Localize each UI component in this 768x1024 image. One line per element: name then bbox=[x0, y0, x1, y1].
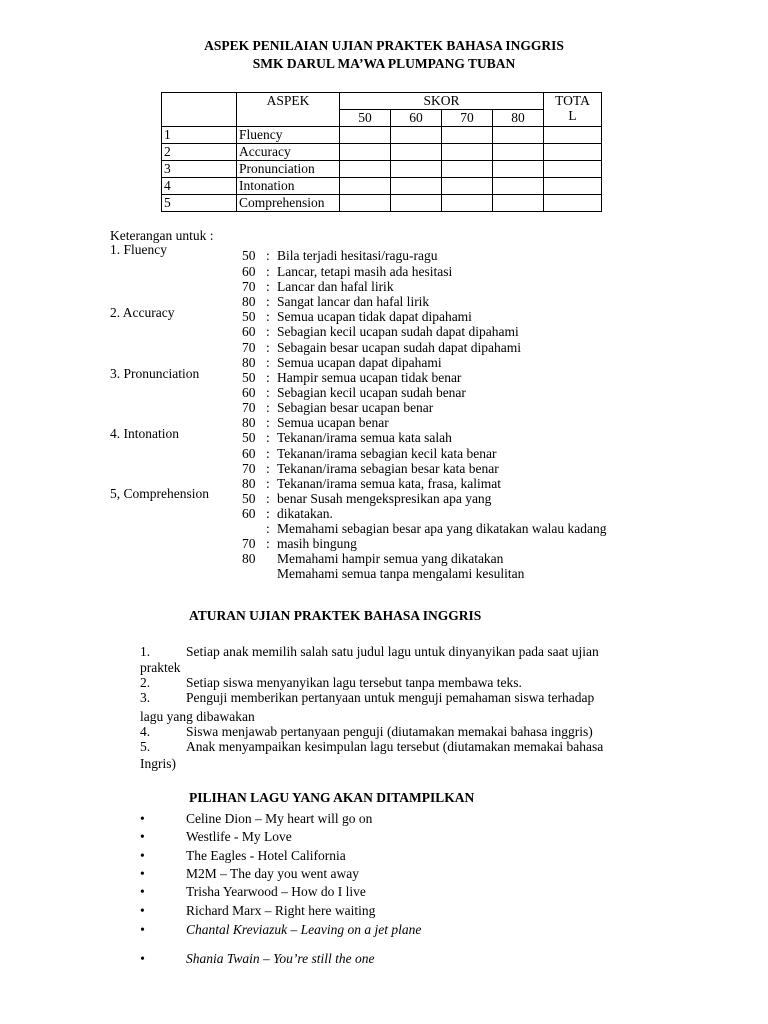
rule-continuation: Ingris) bbox=[140, 756, 176, 771]
header-no-cell bbox=[162, 93, 237, 127]
bullet-icon: • bbox=[140, 829, 145, 844]
rule-text: Setiap anak memilih salah satu judul lagu untuk dinyanyikan pada saat ujian bbox=[186, 644, 599, 659]
criteria-text: masih bingung bbox=[277, 536, 357, 551]
criteria-score: 50 bbox=[242, 309, 256, 324]
table-row bbox=[162, 127, 602, 144]
criteria-text: Lancar dan hafal lirik bbox=[277, 279, 394, 294]
criteria-text: Memahami semua tanpa mengalami kesulitan bbox=[277, 566, 525, 581]
bullet-icon: • bbox=[140, 951, 145, 966]
list-item: Shania Twain – You’re still the one bbox=[186, 951, 375, 966]
row-aspect: Fluency bbox=[237, 127, 340, 144]
list-item: M2M – The day you went away bbox=[186, 866, 359, 881]
header-aspek: ASPEK bbox=[237, 93, 340, 127]
criteria-text: Memahami sebagian besar apa yang dikatakan walau kadang bbox=[277, 521, 607, 536]
header-skor: SKOR bbox=[340, 93, 544, 110]
criteria-score: 50 bbox=[242, 248, 256, 263]
criteria-text: Sangat lancar dan hafal lirik bbox=[277, 294, 430, 309]
score-table bbox=[161, 92, 602, 212]
criteria-score: 50 bbox=[242, 430, 256, 445]
header-total-line2: L bbox=[568, 108, 577, 123]
criteria-colon: : bbox=[266, 521, 270, 536]
bullet-icon: • bbox=[140, 866, 145, 881]
criteria-text: Sebagain besar ucapan sudah dapat dipahami bbox=[277, 340, 522, 355]
criteria-text: Semua ucapan dapat dipahami bbox=[277, 355, 442, 370]
criteria-score: 60 bbox=[242, 264, 256, 279]
criteria-score: 70 bbox=[242, 279, 256, 294]
row-number: 3 bbox=[162, 161, 237, 178]
list-item: Trisha Yearwood – How do I live bbox=[186, 884, 366, 899]
rules-heading: ATURAN UJIAN PRAKTEK BAHASA INGGRIS bbox=[189, 608, 482, 623]
bullet-icon: • bbox=[140, 922, 145, 937]
criteria-colon: : bbox=[266, 324, 270, 339]
criteria-colon: : bbox=[266, 248, 270, 263]
songs-heading: PILIHAN LAGU YANG AKAN DITAMPILKAN bbox=[189, 790, 475, 805]
criteria-text: Sebagian besar ucapan benar bbox=[277, 400, 434, 415]
rule-text: Penguji memberikan pertanyaan untuk menguji pemahaman siswa terhadap bbox=[186, 690, 595, 705]
criteria-text: Tekanan/irama semua kata salah bbox=[277, 430, 452, 445]
criteria-colon: : bbox=[266, 476, 270, 491]
criteria-score: 80 bbox=[242, 415, 256, 430]
table-row bbox=[162, 161, 602, 178]
criteria-text: Semua ucapan benar bbox=[277, 415, 389, 430]
criteria-score: 80 bbox=[242, 294, 256, 309]
row-number: 4 bbox=[162, 178, 237, 195]
criteria-score: 50 bbox=[242, 370, 256, 385]
criteria-colon: : bbox=[266, 370, 270, 385]
criteria-text: Hampir semua ucapan tidak benar bbox=[277, 370, 462, 385]
rule-continuation: praktek bbox=[140, 660, 181, 675]
rule-number: 5. bbox=[140, 739, 151, 754]
category-fluency: 1. Fluency bbox=[110, 242, 167, 257]
row-number: 2 bbox=[162, 144, 237, 161]
criteria-score: 80 bbox=[242, 355, 256, 370]
rule-text: Setiap siswa menyanyikan lagu tersebut tanpa membawa teks. bbox=[186, 675, 522, 690]
header-total bbox=[544, 93, 602, 127]
bullet-icon: • bbox=[140, 903, 145, 918]
criteria-colon: : bbox=[266, 536, 270, 551]
row-aspect: Comprehension bbox=[237, 195, 340, 212]
row-aspect: Accuracy bbox=[237, 144, 340, 161]
criteria-score: 70 bbox=[242, 400, 256, 415]
table-header-row bbox=[162, 93, 602, 110]
list-item: Richard Marx – Right here waiting bbox=[186, 903, 376, 918]
category-comprehension: 5, Comprehension bbox=[110, 486, 209, 501]
table-row bbox=[162, 195, 602, 212]
score-col-60: 60 bbox=[391, 110, 442, 127]
table-row bbox=[162, 144, 602, 161]
criteria-score: 70 bbox=[242, 340, 256, 355]
header-total-line1: TOTA bbox=[555, 93, 590, 108]
category-intonation: 4. Intonation bbox=[110, 426, 179, 441]
criteria-score: 50 bbox=[242, 491, 256, 506]
category-pronunciation: 3. Pronunciation bbox=[110, 366, 200, 381]
criteria-colon: : bbox=[266, 506, 270, 521]
criteria-colon: : bbox=[266, 264, 270, 279]
score-col-50: 50 bbox=[340, 110, 391, 127]
rule-number: 4. bbox=[140, 724, 151, 739]
criteria-colon: : bbox=[266, 461, 270, 476]
bullet-icon: • bbox=[140, 848, 145, 863]
list-item: Westlife - My Love bbox=[186, 829, 292, 844]
table-row bbox=[162, 178, 602, 195]
criteria-text: Semua ucapan tidak dapat dipahami bbox=[277, 309, 472, 324]
list-item: Celine Dion – My heart will go on bbox=[186, 811, 373, 826]
score-col-70: 70 bbox=[442, 110, 493, 127]
criteria-score: 70 bbox=[242, 461, 256, 476]
criteria-score: 70 bbox=[242, 536, 256, 551]
list-item: Chantal Kreviazuk – Leaving on a jet plane bbox=[186, 922, 422, 937]
category-accuracy: 2. Accuracy bbox=[110, 305, 175, 320]
criteria-text: Sebagian kecil ucapan sudah dapat dipahami bbox=[277, 324, 519, 339]
criteria-colon: : bbox=[266, 309, 270, 324]
rule-text: Anak menyampaikan kesimpulan lagu tersebut (diutamakan memakai bahasa bbox=[186, 739, 604, 754]
keterangan-intro: Keterangan untuk : bbox=[110, 228, 214, 243]
criteria-text: Tekanan/irama semua kata, frasa, kalimat bbox=[277, 476, 501, 491]
criteria-score: 60 bbox=[242, 506, 256, 521]
rule-number: 1. bbox=[140, 644, 151, 659]
criteria-text: Bila terjadi hesitasi/ragu-ragu bbox=[277, 248, 438, 263]
rule-continuation: lagu yang dibawakan bbox=[140, 709, 255, 724]
criteria-text: Tekanan/irama sebagian kecil kata benar bbox=[277, 446, 497, 461]
rule-number: 2. bbox=[140, 675, 151, 690]
school-name: SMK DARUL MA’WA PLUMPANG TUBAN bbox=[252, 56, 516, 71]
criteria-colon: : bbox=[266, 385, 270, 400]
criteria-colon: : bbox=[266, 446, 270, 461]
criteria-colon: : bbox=[266, 355, 270, 370]
criteria-colon: : bbox=[266, 415, 270, 430]
criteria-colon: : bbox=[266, 400, 270, 415]
criteria-colon: : bbox=[266, 491, 270, 506]
criteria-text: Tekanan/irama sebagian besar kata benar bbox=[277, 461, 499, 476]
bullet-icon: • bbox=[140, 811, 145, 826]
score-col-80: 80 bbox=[493, 110, 544, 127]
row-number: 5 bbox=[162, 195, 237, 212]
criteria-text: benar Susah mengekspresikan apa yang bbox=[277, 491, 492, 506]
criteria-colon: : bbox=[266, 340, 270, 355]
row-number: 1 bbox=[162, 127, 237, 144]
criteria-colon: : bbox=[266, 430, 270, 445]
criteria-score: 60 bbox=[242, 324, 256, 339]
criteria-text: dikatakan. bbox=[277, 506, 333, 521]
criteria-score: 60 bbox=[242, 385, 256, 400]
document-title: ASPEK PENILAIAN UJIAN PRAKTEK BAHASA INGGRIS bbox=[204, 38, 564, 53]
criteria-text: Lancar, tetapi masih ada hesitasi bbox=[277, 264, 453, 279]
bullet-icon: • bbox=[140, 884, 145, 899]
criteria-colon: : bbox=[266, 294, 270, 309]
criteria-text: Memahami hampir semua yang dikatakan bbox=[277, 551, 504, 566]
criteria-score: 80 bbox=[242, 476, 256, 491]
rule-number: 3. bbox=[140, 690, 151, 705]
list-item: The Eagles - Hotel California bbox=[186, 848, 346, 863]
criteria-score: 80 bbox=[242, 551, 256, 566]
criteria-colon: : bbox=[266, 279, 270, 294]
criteria-score: 60 bbox=[242, 446, 256, 461]
criteria-text: Sebagian kecil ucapan sudah benar bbox=[277, 385, 466, 400]
rule-text: Siswa menjawab pertanyaan penguji (diutamakan memakai bahasa inggris) bbox=[186, 724, 593, 739]
row-aspect: Pronunciation bbox=[237, 161, 340, 178]
row-aspect: Intonation bbox=[237, 178, 340, 195]
